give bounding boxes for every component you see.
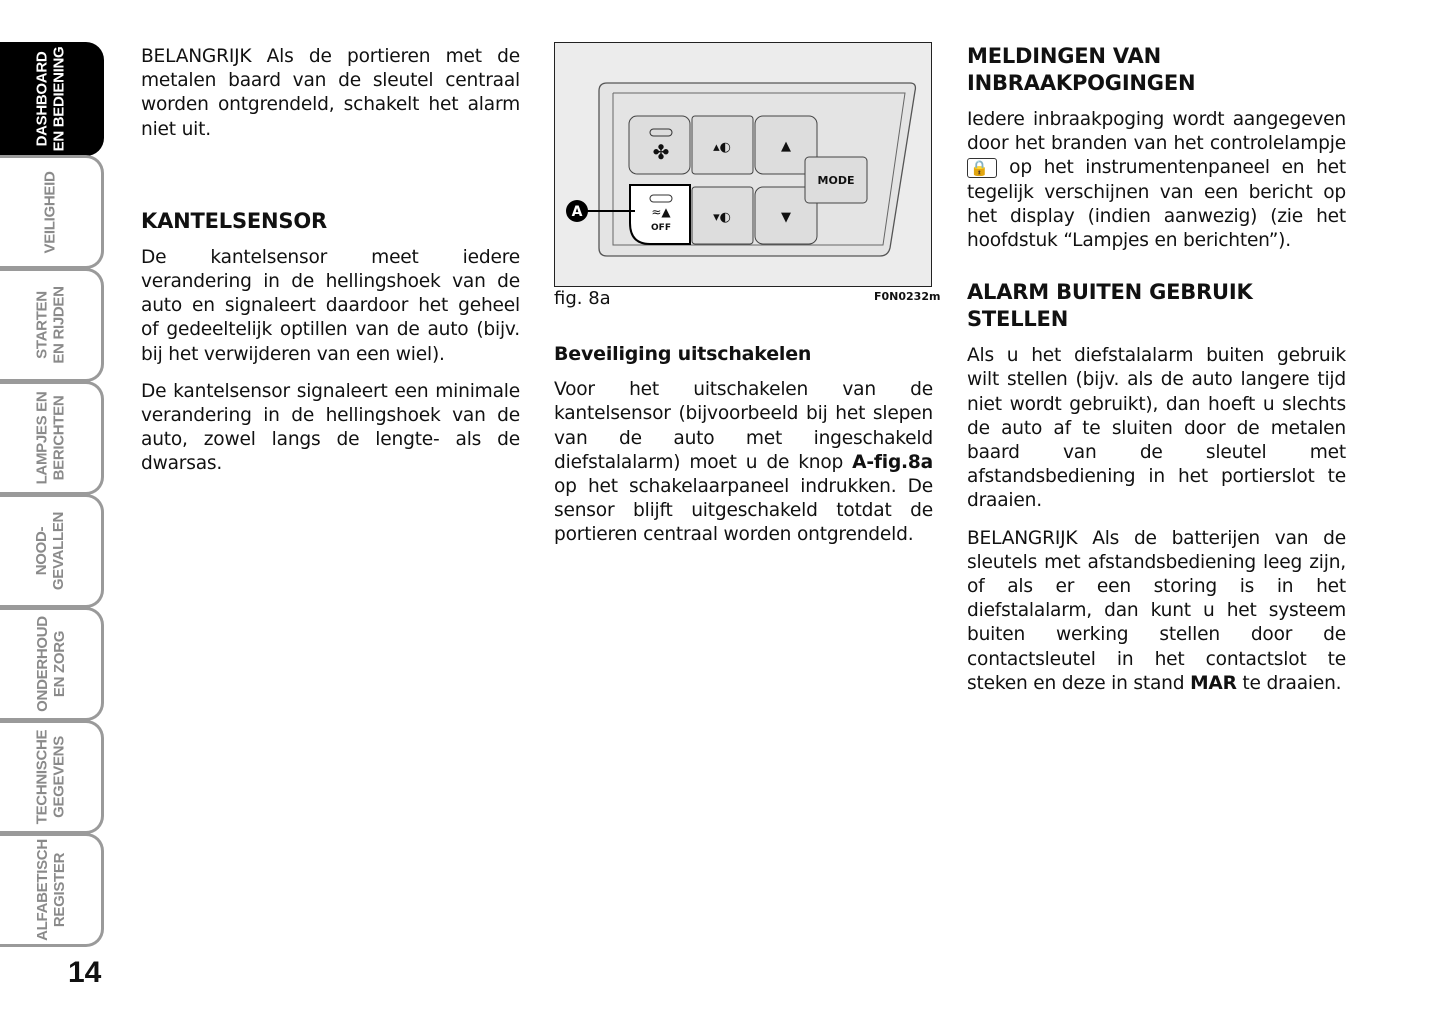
figure-switch-panel [554,42,932,287]
switch-panel-illustration [555,43,931,286]
headlight-up-icon: ▴◐ [713,140,731,155]
tab-dashboard[interactable] [0,42,104,156]
tab-label: LAMPJES EN [33,391,51,485]
tab-label: STARTEN [33,291,51,359]
tab-label: ONDERHOUD [33,616,51,712]
tab-starten[interactable] [0,268,104,382]
figure-caption: fig. 8a [554,288,611,309]
tab-label: TECHNISCHE [33,729,51,825]
headlight-down-icon: ▾◐ [713,210,731,225]
tab-label: REGISTER [50,852,68,928]
tab-label: VEILIGHEID [41,170,59,254]
tab-label: EN BEDIENING [50,46,68,152]
figure-reference: A-fig.8a [852,451,933,473]
fan-icon: ✤ [652,140,670,164]
callout-a: A [571,204,583,220]
paragraph: Iedere inbraakpoging wordt aangegeven door het branden van het controlelampje 🔒 op het instrumentenpaneel en het tegelijk verschijnen van een bericht op het display (indien aanwezig) (zie het hoofdstuk “Lampjes en berichten”). [967,109,1346,252]
off-label: OFF [651,223,671,233]
page-number: 14 [68,956,102,989]
tab-veiligheid[interactable] [0,155,104,269]
column-3 [967,43,1346,709]
tab-label: DASHBOARD [33,51,51,147]
arrow-up-icon: ▲ [781,139,791,154]
tab-label: BERICHTEN [50,395,68,481]
tab-label: NOOD- [33,526,51,576]
tab-label: ALFABETISCH [33,839,51,941]
paragraph: De kantelsensor meet iedere verandering in de hellingshoek van de auto en signaleert daardoor het geheel of gedeeltelijk optillen van de auto (bijv. bij het verwijderen van een wiel). [141,246,520,365]
heading-kantelsensor: KANTELSENSOR [141,208,327,233]
heading-beveiliging: Beveiliging uitschakelen [554,343,812,365]
tab-onderhoud[interactable] [0,607,104,721]
alarm-warning-lamp-icon: 🔒 [967,158,997,178]
tab-noodgevallen[interactable] [0,494,104,608]
tab-technische[interactable] [0,720,104,834]
paragraph: Als u het diefstalalarm buiten gebruik wilt stellen (bijv. als de auto langere tijd niet wordt gebruikt), dan hoeft u slechts de auto af te sluiten door de metalen baard van de sleutel met afstandsbediening in het portierslot te draaien. [967,345,1346,512]
tab-label: GEVALLEN [50,511,68,591]
paragraph: BELANGRIJK Als de batterijen van de sleutels met afstandsbediening leeg zijn, of als er een storing is in het diefstalalarm, dan kunt u het systeem buiten werking stellen door de contactsleutel in het contactslot te steken en deze in stand MAR te draaien. [967,527,1346,694]
heading-meldingen: MELDINGEN VAN INBRAAKPOGINGEN [967,44,1196,95]
tab-register[interactable] [0,833,104,947]
column-1 [141,45,520,490]
tab-label: EN ZORG [50,630,68,698]
column-2 [554,342,933,561]
tab-label: GEGEVENS [50,736,68,818]
tab-label: EN RIJDEN [50,286,68,364]
paragraph: BELANGRIJK Als de portieren met de metalen baard van de sleutel centraal worden ontgrendeld, schakelt het alarm niet uit. [141,46,520,140]
tilt-sensor-icon: ≈▲ [651,205,671,219]
tab-lampjes[interactable] [0,381,104,495]
arrow-down-icon: ▼ [781,210,791,225]
figure-code: F0N0232m [874,290,941,303]
paragraph: Voor het uitschakelen van de kantelsensor (bijvoorbeeld bij het slepen van de auto met ingeschakeld diefstalalarm) moet u de knop A-fig.8a op het schakelaarpaneel indrukken. De sensor blijft uitgeschakeld totdat de portieren centraal worden ontgrendeld. [554,379,933,546]
paragraph: De kantelsensor signaleert een minimale verandering in de hellingshoek van de auto, zowel langs de lengte- als de dwarsas. [141,380,520,475]
heading-alarm-buiten-gebruik: ALARM BUITEN GEBRUIK STELLEN [967,280,1253,332]
mode-label: MODE [817,174,855,187]
